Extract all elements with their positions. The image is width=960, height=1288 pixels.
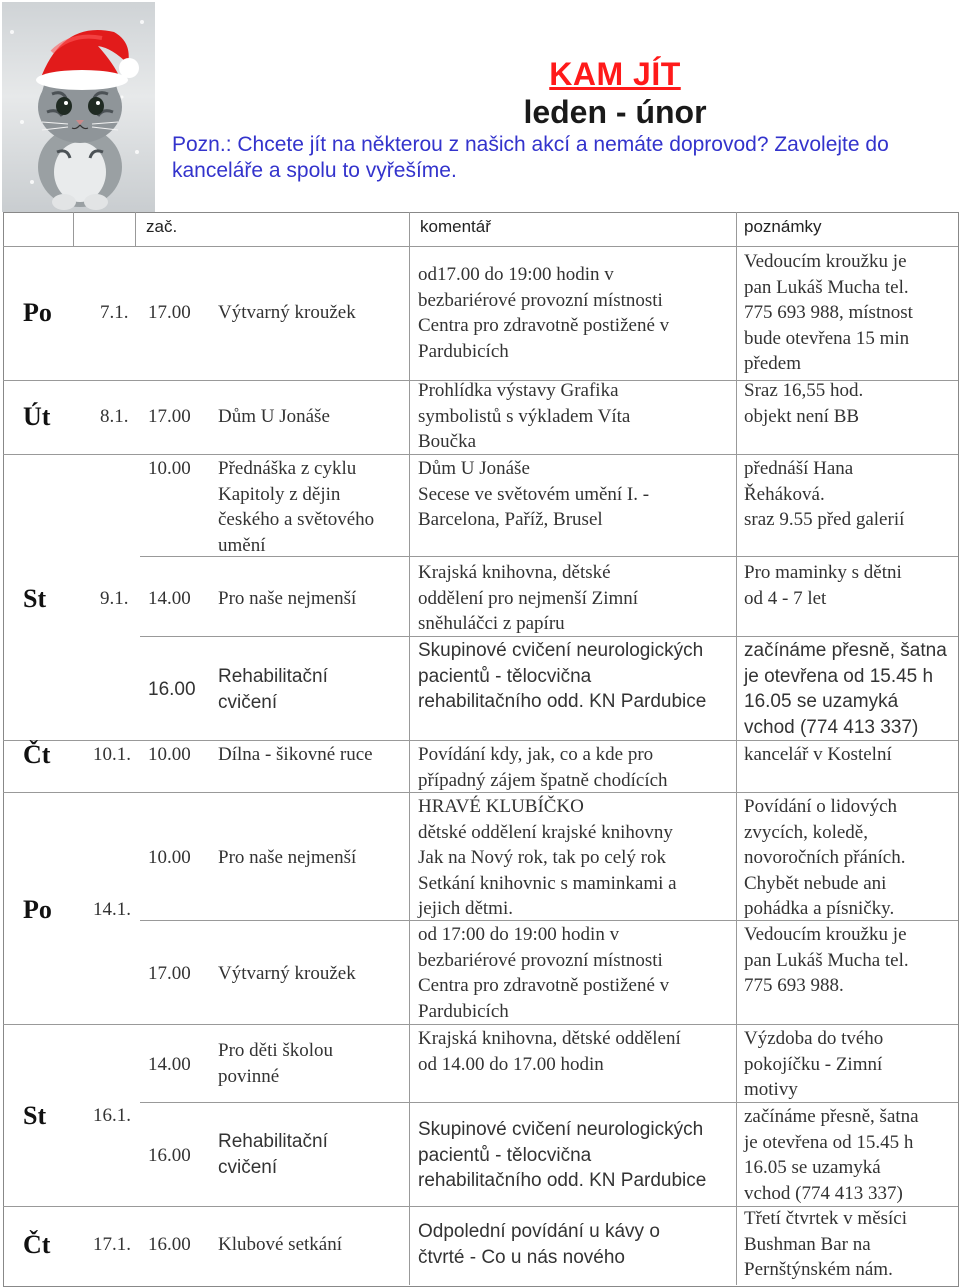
event-notes: Vedoucím kroužku je pan Lukáš Mucha tel. 775 693 988. — [744, 924, 909, 996]
event-title: Pro naše nejmenší — [218, 588, 357, 609]
event-title: Pro děti školou povinné — [218, 1040, 334, 1087]
event-comment: Odpolední povídání u kávy o čtvrté - Co u nás nového — [418, 1221, 660, 1268]
event-title: Výtvarný kroužek — [218, 963, 356, 984]
event-title: Výtvarný kroužek — [218, 302, 356, 323]
event-time: 14.00 — [148, 1054, 191, 1075]
day-label: Po — [23, 298, 52, 327]
event-comment: Skupinové cvičení neurologických pacientů - tělocvična rehabilitačního odd. KN Pardubice — [418, 1119, 707, 1191]
event-notes: Vedoucím kroužku je pan Lukáš Mucha tel. 775 693 988, místnost bude otevřena 15 min předem — [744, 251, 913, 374]
event-time: 10.00 — [148, 744, 191, 765]
event-time: 16.00 — [148, 679, 196, 700]
event-comment: Skupinové cvičení neurologických pacientů - tělocvična rehabilitačního odd. KN Pardubice — [418, 640, 707, 712]
event-notes: přednáší Hana Řeháková. sraz 9.55 před galerií — [744, 458, 905, 530]
event-comment: od 17:00 do 19:00 hodin v bezbariérové provozní místnosti Centra pro zdravotně postižené v Pardubicích — [418, 924, 670, 1022]
event-title: Přednáška z cyklu Kapitoly z dějin českého a světového umění — [218, 458, 375, 556]
day-label: Čt — [23, 740, 51, 769]
header-divider — [135, 212, 136, 246]
event-comment: Krajská knihovna, dětské oddělení pro nejmenší Zimní sněhuláčci z papíru — [418, 562, 639, 634]
event-comment: Krajská knihovna, dětské oddělení od 14.00 do 17.00 hodin — [418, 1028, 681, 1075]
event-date: 17.1. — [93, 1234, 131, 1255]
event-time: 17.00 — [148, 406, 191, 427]
page-title: KAM JÍT — [549, 56, 681, 92]
event-time: 14.00 — [148, 588, 191, 609]
column-header-comment: komentář — [420, 217, 491, 236]
event-notes: Povídání o lidových zvycích, koledě, novoročních přáních. Chybět nebude ani pohádka a písničky. — [744, 796, 906, 919]
page-subtitle: leden - únor — [523, 94, 707, 130]
event-date: 10.1. — [93, 744, 131, 765]
event-time: 10.00 — [148, 847, 191, 868]
header-note — [172, 132, 952, 184]
event-time: 16.00 — [148, 1234, 191, 1255]
event-notes: Sraz 16,55 hod. objekt není BB — [744, 380, 864, 427]
event-comment: HRAVÉ KLUBÍČKO dětské oddělení krajské knihovny Jak na Nový rok, tak po celý rok Setkání knihovnic s maminkami a jejich dětmi. — [418, 796, 677, 919]
event-date: 16.1. — [93, 1105, 131, 1126]
event-title: Klubové setkání — [218, 1234, 343, 1255]
event-comment: Dům U Jonáše Secese ve světovém umění I. - Barcelona, Paříž, Brusel — [418, 458, 650, 530]
row-divider — [3, 740, 958, 741]
event-title: Rehabilitační cvičení — [218, 1131, 328, 1178]
note-line-2: kanceláře a spolu to vyřešíme. — [172, 159, 457, 182]
day-label: Út — [23, 402, 51, 431]
kitten-santa-hat-image — [2, 2, 155, 212]
event-time: 17.00 — [148, 302, 191, 323]
event-title: Rehabilitační cvičení — [218, 666, 328, 713]
event-comment: Prohlídka výstavy Grafika symbolistů s výkladem Víta Boučka — [418, 380, 631, 452]
event-time: 17.00 — [148, 963, 191, 984]
event-comment: Povídání kdy, jak, co a kde pro případný zájem špatně chodících — [418, 744, 668, 791]
event-title: Dům U Jonáše — [218, 406, 330, 427]
column-header-start: zač. — [146, 217, 178, 236]
event-title: Dílna - šikovné ruce — [218, 744, 373, 765]
event-title: Pro naše nejmenší — [218, 847, 357, 868]
event-notes: začínáme přesně, šatna je otevřena od 15.45 h 16.05 se uzamyká vchod (774 413 337) — [744, 640, 947, 738]
event-date: 8.1. — [100, 406, 129, 427]
event-date: 9.1. — [100, 588, 129, 609]
header-divider — [736, 212, 737, 246]
event-date: 7.1. — [100, 302, 129, 323]
event-notes: Třetí čtvrtek v měsíci Bushman Bar na Pernštýnském nám. — [744, 1208, 908, 1280]
event-notes: Pro maminky s dětni od 4 - 7 let — [744, 562, 902, 609]
row-divider — [3, 1024, 958, 1025]
column-header-notes: poznámky — [744, 217, 822, 236]
column-divider — [409, 246, 410, 1285]
event-time: 10.00 — [148, 458, 191, 479]
column-divider — [736, 246, 737, 1285]
header-divider — [73, 212, 74, 246]
day-label: Po — [23, 895, 52, 924]
event-notes: kancelář v Kostelní — [744, 744, 892, 765]
event-date: 14.1. — [93, 899, 131, 920]
header-bottom-rule — [3, 246, 958, 247]
event-notes: začínáme přesně, šatna je otevřena od 15.45 h 16.05 se uzamyká vchod (774 413 337) — [744, 1106, 919, 1204]
day-label: St — [23, 1101, 47, 1130]
note-line-1: Pozn.: Chcete jít na některou z našich akcí a nemáte doprovod? Zavolejte do — [172, 133, 889, 156]
day-label: St — [23, 584, 47, 613]
day-label: Čt — [23, 1230, 51, 1259]
event-notes: Výzdoba do tvého pokojíčku - Zimní motivy — [744, 1028, 884, 1100]
event-comment: od17.00 do 19:00 hodin v bezbariérové provozní místnosti Centra pro zdravotně postižené v Pardubicích — [418, 264, 670, 362]
event-time: 16.00 — [148, 1145, 191, 1166]
header-divider — [409, 212, 410, 246]
